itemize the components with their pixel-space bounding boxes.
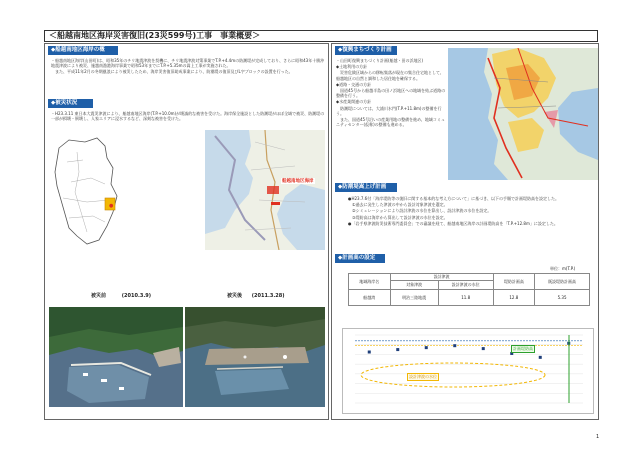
table-row — [349, 290, 590, 306]
annotation-water-level: 設計津波の水位 — [409, 374, 437, 379]
reconstruction-line-1: ・山田町復興まちづくり計画(船越・田の浜地区) — [336, 58, 424, 63]
chart-point — [453, 344, 456, 347]
water-level-chart — [342, 328, 594, 414]
reconstruction-line-5: 国道45号から船越半島の田ノ浜地区への地域を結ぶ道路の整備を行う。 — [336, 88, 446, 99]
overview-line-2: また、平成11年2月の冬期風浪により被災したため、海岸災害復旧助成事業により、防潮堤の復旧及びL字ブロックの設置を行った。 — [51, 69, 293, 75]
plan-height-table — [348, 273, 590, 306]
reconstruction-line-8: また、国道45号沿いの産業用地の整備を進め、地域コミュニティセンター(仮称)の整備も進める。 — [336, 117, 445, 128]
cell-proposed: 12.8 — [493, 290, 535, 306]
chart-point — [482, 347, 485, 350]
prefecture-map — [47, 132, 122, 250]
defense-line-3: ②シミュレーションにより設計津波の水位を算出し、設計津波の水位を設定。 — [348, 208, 492, 214]
after-label: 被災後 — [227, 293, 243, 299]
reconstruction-line-6: ◆水産業関連の方針 — [336, 99, 372, 105]
overview-heading: ◆船越南地区海岸の概 — [48, 46, 118, 55]
before-photo — [49, 307, 183, 407]
right-panel — [331, 43, 599, 420]
chart-svg — [343, 329, 593, 413]
after-date: (2011.3.28) — [251, 293, 285, 299]
reconstruction-line-3: 災害危険区域からの移転集落が現在の集合住宅地として、船越地区の自然と調和した居住地を確保する。 — [336, 70, 444, 81]
reconstruction-line-7: 防潮堤については、大浦川水門(T.P.+11.8m)の整備を行う。 — [336, 105, 442, 116]
before-caption — [91, 292, 151, 299]
location-marker: ● — [109, 203, 114, 209]
col-existing: 既設堤防計画高 — [535, 274, 590, 290]
chart-point — [425, 346, 428, 349]
table-header-row — [349, 274, 590, 281]
damage-text: ・H23.3.11 東日本大震災津波により、船越南地区海岸(T.P.+10.0m)が壊滅的な被害を受けた。海岸保全施設とした防潮堤がほぼ全域で被災、防潮堤の一部が損壊・倒壊し、人家エリアに浸水するなど、深刻な被害を受けた。 — [51, 111, 325, 122]
chart-points — [368, 342, 571, 359]
chart-point — [368, 351, 371, 354]
overview-text — [51, 58, 327, 92]
before-date: (2010.3.9) — [121, 293, 152, 299]
page-title: ＜船越南地区海岸災害復旧(23災599号)工事 事業概要＞ — [44, 30, 598, 42]
cell-area: 船越湾 — [349, 290, 391, 306]
defense-line-4: ③堤防高は海岸から算出して設計津波の水位を設定。 — [348, 214, 448, 220]
col-proposed: 堤防計画高 — [493, 274, 535, 290]
after-caption — [227, 292, 285, 299]
chart-point — [396, 348, 399, 351]
reconstruction-line-4: ◆道路・交通の方針 — [336, 81, 372, 87]
planheight-heading: ◆計画高の設定 — [335, 254, 385, 263]
col-water-level: 設計津波の水位 — [438, 281, 493, 290]
defense-line-5: ●「岩手県津波防災技術専門委員会」での審議を経て、船越南地区海岸の計画堤防高を「T.P.+12.8m」に設定した。 — [348, 220, 558, 226]
cell-existing: 5.35 — [535, 290, 590, 306]
chart-grid — [355, 335, 583, 403]
col-target-group: 設計津波 — [390, 274, 493, 281]
after-photo — [185, 307, 325, 407]
defense-text — [348, 196, 598, 248]
aerial-map-label: 船越南地区海岸 — [282, 179, 314, 184]
cell-target: 明治三陸地震 — [390, 290, 438, 306]
reconstruction-map — [448, 48, 598, 180]
reconstruction-text — [336, 58, 446, 176]
left-panel — [44, 43, 329, 420]
col-area: 地域海岸名 — [349, 274, 391, 290]
overview-line-1: ・船越南地区海岸(山田町)は、昭和35年のチリ地震津波を契機に、チリ地震津波対策事業でT.P.+4.4mの防潮堤が完成しており、さらに昭和43年十勝沖地震津波により被災、施越南漁港海岸事業で昭和53年までにT.P.+5.35mの嵩上工事が実施された。 — [51, 58, 325, 69]
before-label: 被災前 — [91, 293, 107, 299]
reconstruction-line-2: ◆土地利用の方針 — [336, 64, 368, 70]
defense-line-1: ●H23.7.6付「海岸堤防等の復旧に関する基本的な考え方について」に基づき、以下の手順で計画堤防高を設定した。 — [348, 196, 559, 201]
defense-line-2: ①過去に発生した津波の中から設計対象津波を選定。 — [348, 202, 448, 208]
damage-heading: ◆被災状況 — [48, 99, 93, 108]
reconstruction-heading: ◆復興まちづくり計画 — [335, 46, 397, 55]
annotation-plan-height: 計画堤防高 — [513, 346, 533, 351]
unit-label: 単位：m(T.P.) — [550, 266, 576, 271]
aerial-map — [205, 130, 325, 250]
defense-heading: ◆防潮堤嵩上げ計画 — [335, 183, 397, 192]
chart-point — [539, 356, 542, 359]
col-target: 対象津波 — [390, 281, 438, 290]
cell-water-level: 11.8 — [438, 290, 493, 306]
page-number: 1 — [596, 434, 600, 440]
